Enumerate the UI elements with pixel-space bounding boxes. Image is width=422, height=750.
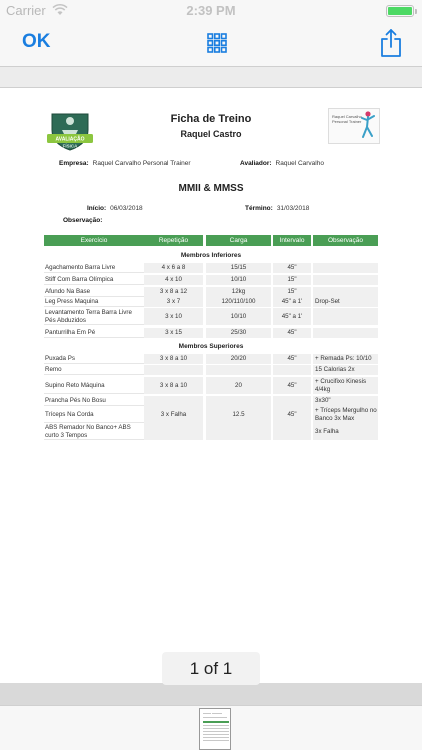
cell-interval: 45" <box>273 377 311 394</box>
cell-observation <box>313 263 378 273</box>
carrier-label: Carrier <box>6 3 46 18</box>
cell-load <box>206 423 271 440</box>
cell-observation <box>313 287 378 297</box>
cell-load: 10/10 <box>206 308 271 325</box>
cell-exercise: ABS Remador No Banco+ ABS curto 3 Tempos <box>45 424 131 439</box>
table-row <box>44 354 378 364</box>
table-row <box>44 287 378 297</box>
cell-interval: 15" <box>273 275 311 285</box>
cell-observation: 15 Calorias 2x <box>313 365 378 375</box>
cell-interval: 45" <box>273 406 311 423</box>
observacao-field <box>63 217 106 224</box>
cell-exercise: Tríceps Na Corda <box>45 410 94 418</box>
cell-exercise: Puxada Ps <box>45 355 75 363</box>
document-page <box>0 88 422 683</box>
share-icon[interactable] <box>380 28 402 58</box>
column-header-reps: Repetição <box>144 235 203 246</box>
cell-load: 120/110/100 <box>206 297 271 307</box>
cell-exercise: Stiff Com Barra Olímpica <box>45 276 114 284</box>
cell-interval <box>273 423 311 440</box>
page-indicator: 1 of 1 <box>162 652 260 685</box>
table-row <box>44 406 378 423</box>
cell-observation <box>313 308 378 325</box>
column-header-load: Carga <box>206 235 271 246</box>
cell-load: 20 <box>206 377 271 394</box>
grid-icon[interactable] <box>207 33 227 53</box>
cell-load: 12kg <box>206 287 271 297</box>
column-header-exercise: Exercício <box>44 235 144 246</box>
cell-interval <box>273 396 311 406</box>
cell-reps <box>144 396 203 406</box>
cell-interval: 45" <box>273 328 311 338</box>
cell-load: 10/10 <box>206 275 271 285</box>
cell-observation: + Remada Ps: 10/10 <box>313 354 378 364</box>
cell-reps <box>144 423 203 440</box>
inicio-value: 06/03/2018 <box>110 205 143 212</box>
cell-observation <box>313 275 378 285</box>
table-row <box>44 423 378 440</box>
column-header-interval: Intervalo <box>273 235 311 246</box>
cell-load: 15/15 <box>206 263 271 273</box>
cell-interval: 15" <box>273 287 311 297</box>
termino-value: 31/03/2018 <box>276 205 310 212</box>
table-row <box>44 396 378 406</box>
cell-interval: 45" <box>273 263 311 273</box>
termino-label: Término: <box>245 205 273 212</box>
section-title: MMII & MMSS <box>178 183 244 194</box>
cell-exercise: Afundo Na Base <box>45 288 91 296</box>
group-title-lower-limbs: Membros Inferiores <box>180 252 242 259</box>
cell-reps: 3 x 10 <box>144 308 203 325</box>
table-row <box>44 377 378 394</box>
logo-right-text: Raquel Carvalho Personal Trainer <box>332 114 362 124</box>
group-title-upper-limbs: Membros Superiores <box>178 343 244 350</box>
cell-interval <box>273 365 311 375</box>
toolbar-divider <box>0 66 422 88</box>
cell-observation <box>313 328 378 338</box>
cell-reps: 3 x 8 a 10 <box>144 377 203 394</box>
cell-observation: 3x Falha <box>313 423 378 440</box>
inicio-label: Início: <box>87 205 107 212</box>
table-row <box>44 275 378 285</box>
cell-reps: 3 x 8 a 12 <box>144 287 203 297</box>
client-name: Raquel Castro <box>180 129 242 139</box>
battery-icon <box>386 5 414 17</box>
cell-reps: 3 x 8 a 10 <box>144 354 203 364</box>
cell-reps: 3 x 15 <box>144 328 203 338</box>
cell-reps: 3 x Falha <box>144 406 203 423</box>
cell-reps: 4 x 10 <box>144 275 203 285</box>
table-row <box>44 365 378 375</box>
table-row <box>44 308 378 325</box>
cell-exercise: Panturrilha Em Pé <box>45 329 96 337</box>
cell-reps: 4 x 6 a 8 <box>144 263 203 273</box>
clock: 2:39 PM <box>186 3 236 18</box>
avaliacao-fisica-logo <box>44 108 96 152</box>
cell-exercise: Supino Reto Máquina <box>45 381 105 389</box>
ok-button[interactable]: OK <box>22 31 51 52</box>
document-title: Ficha de Treino <box>170 113 252 125</box>
table-row <box>44 297 378 307</box>
cell-load: 25/30 <box>206 328 271 338</box>
cell-observation: + Crucifixo Kinesis 4/4kg <box>313 377 378 394</box>
observacao-label: Observação: <box>63 217 103 224</box>
cell-exercise: Leg Press Maquina <box>45 298 99 306</box>
avaliador-value: Raquel Carvalho <box>275 160 324 167</box>
inicio-field <box>87 205 143 212</box>
top-toolbar <box>0 20 422 66</box>
cell-interval: 45" <box>273 354 311 364</box>
runner-icon <box>359 110 377 143</box>
cell-interval: 45" a 1' <box>273 308 311 325</box>
cell-exercise: Remo <box>45 366 62 374</box>
cell-load: 20/20 <box>206 354 271 364</box>
empresa-field <box>59 160 191 167</box>
cell-load: 12.5 <box>206 406 271 423</box>
cell-load <box>206 365 271 375</box>
cell-reps: 3 x 7 <box>144 297 203 307</box>
svg-text:AVALIAÇÃO: AVALIAÇÃO <box>55 136 85 143</box>
cell-observation: 3x30" <box>313 396 378 406</box>
avaliador-label: Avaliador: <box>240 160 272 167</box>
table-row <box>44 263 378 273</box>
status-bar <box>0 0 422 20</box>
cell-observation: + Tríceps Mergulho no Banco 3x Max <box>315 407 377 422</box>
column-header-observation: Observação <box>313 235 378 246</box>
termino-field <box>245 205 309 212</box>
empresa-label: Empresa: <box>59 160 89 167</box>
svg-text:FÍSICA: FÍSICA <box>62 143 78 149</box>
empresa-value: Raquel Carvalho Personal Trainer <box>92 160 191 167</box>
page-thumbnail[interactable] <box>199 708 231 750</box>
cell-observation: Drop-Set <box>313 297 378 307</box>
cell-load <box>206 396 271 406</box>
cell-exercise: Prancha Pés No Bosu <box>45 397 106 405</box>
avaliador-field <box>240 160 324 167</box>
cell-exercise: Agachamento Barra Livre <box>45 264 116 272</box>
table-row <box>44 328 378 338</box>
thumbnail-bar <box>0 705 422 750</box>
cell-reps <box>144 365 203 375</box>
cell-exercise: Levantamento Terra Barra Livre Pés Abduzidos <box>45 309 132 324</box>
personal-trainer-logo <box>328 108 380 144</box>
cell-interval: 45" a 1' <box>273 297 311 307</box>
